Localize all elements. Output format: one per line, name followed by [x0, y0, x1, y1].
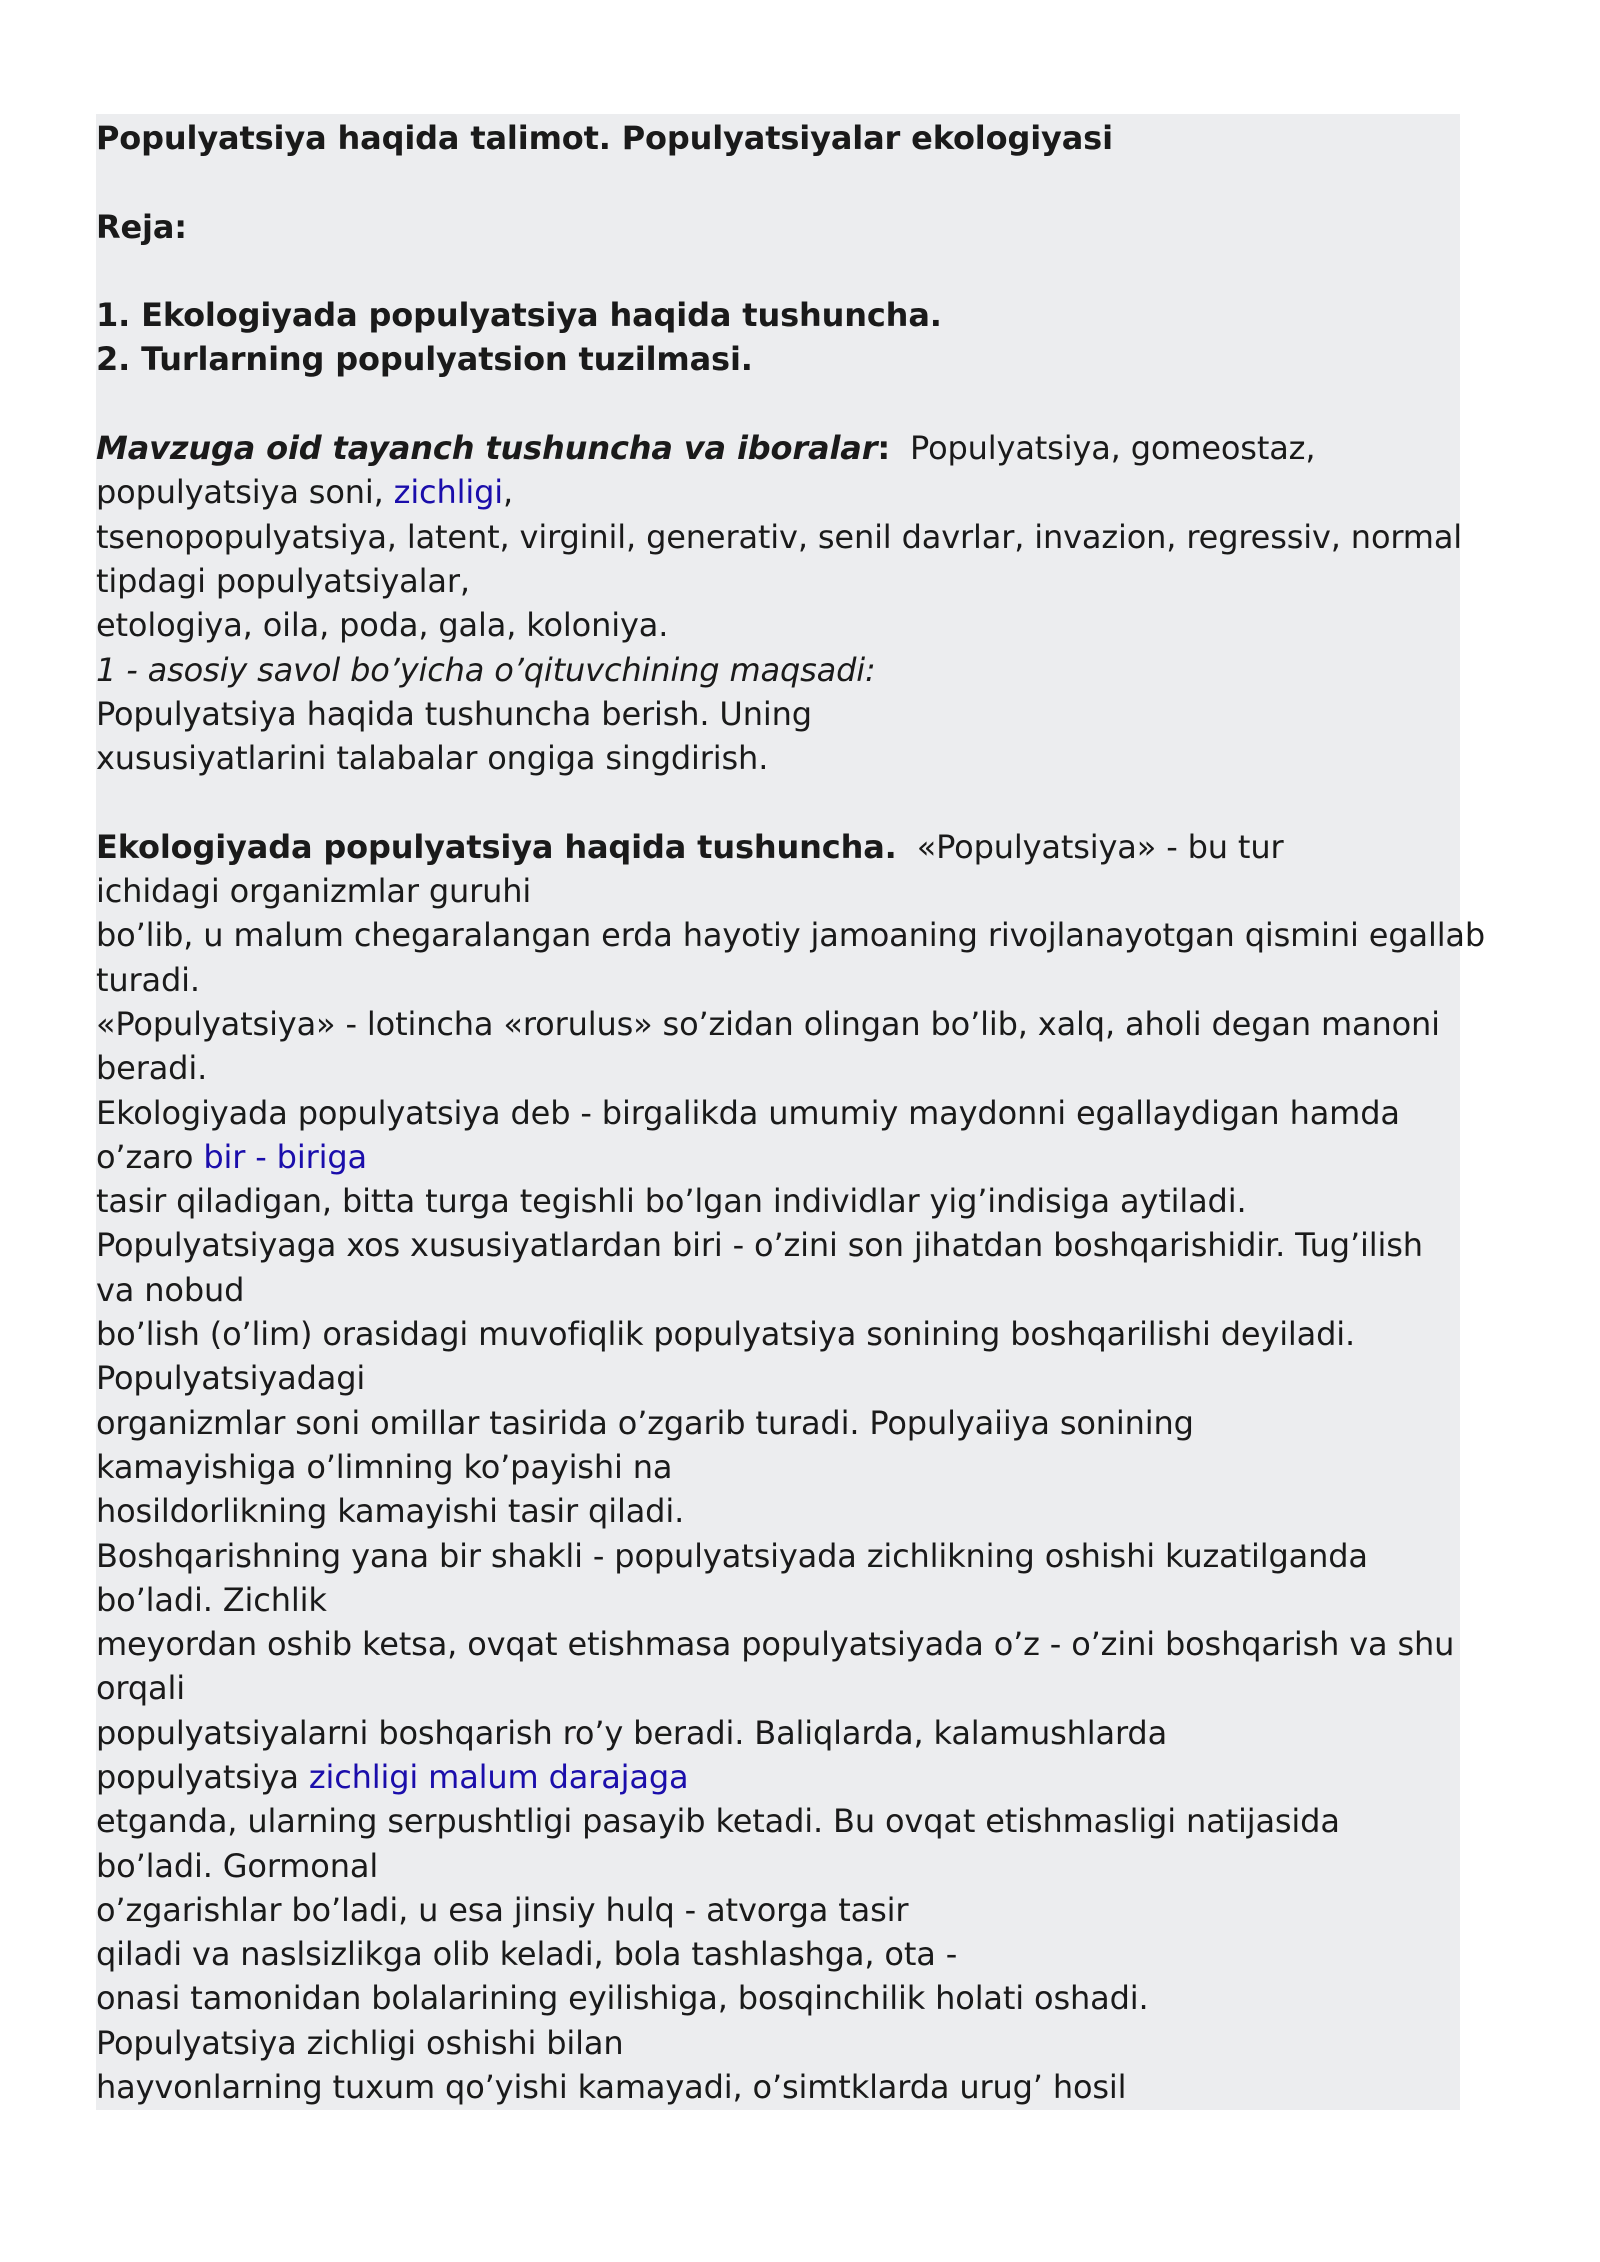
- spacer: [96, 249, 1460, 293]
- body-line: Boshqarishning yana bir shakli - populyatsiyada zichlikning oshishi kuzatilganda: [96, 1536, 1368, 1575]
- document-title: Populyatsiya haqida talimot. Populyatsiyalar ekologiyasi: [96, 119, 1113, 157]
- section-heading: Ekologiyada populyatsiya haqida tushuncha.: [96, 827, 897, 866]
- bir-biriga-link[interactable]: bir - biriga: [203, 1137, 367, 1176]
- zichligi-link[interactable]: zichligi: [393, 473, 504, 512]
- link-line-2-prefix: populyatsiya: [96, 1757, 309, 1796]
- keywords-line-2: [96, 470, 1460, 514]
- body-line: hayvonlarning tuxum qo’yishi kamayadi, o’simtklarda urug’ hosil: [96, 2068, 1127, 2107]
- keywords-line-3: tsenopopulyatsiya, latent, virginil, generativ, senil davrlar, invazion, regressiv, normal: [96, 517, 1463, 556]
- body-line: qiladi va naslsizlikga olib keladi, bola tashlashga, ota -: [96, 1935, 958, 1974]
- plan-label: Reja:: [96, 207, 187, 246]
- keywords-colon: :: [877, 429, 891, 468]
- body-line: onasi tamonidan bolalarining eyilishiga, bosqinchilik holati oshadi.: [96, 1979, 1149, 2018]
- body-line: Populyatsiya zichligi oshishi bilan: [96, 2023, 624, 2062]
- body-line: organizmlar soni omillar tasirida o’zgarib turadi. Populyaiiya sonining: [96, 1403, 1194, 1442]
- body-line: bo’ladi. Zichlik: [96, 1580, 327, 1619]
- spacer: [96, 780, 1460, 824]
- document-page: [96, 114, 1486, 2110]
- keywords-label: Mavzuga oid tayanch tushuncha va iboralar: [96, 429, 878, 468]
- plan-item-1: 1. Ekologiyada populyatsiya haqida tushuncha.: [96, 296, 942, 335]
- body-line-with-link: [96, 1135, 1460, 1179]
- keywords-line-2-prefix: populyatsiya soni,: [96, 473, 394, 512]
- body-line: o’zgarishlar bo’ladi, u esa jinsiy hulq - atvorga tasir: [96, 1890, 909, 1929]
- spacer: [96, 382, 1460, 426]
- body-line: etganda, ularning serpushtligi pasayib ketadi. Bu ovqat etishmasligi natijasida: [96, 1802, 1340, 1841]
- spacer: [96, 160, 1460, 204]
- keywords-line-1: [96, 426, 1460, 470]
- body-line: tasir qiladigan, bitta turga tegishli bo’lgan individlar yig’indisiga aytiladi.: [96, 1182, 1247, 1221]
- section-heading-line: [96, 825, 1460, 869]
- body-line: bo’ladi. Gormonal: [96, 1846, 379, 1885]
- goal-heading: 1 - asosiy savol bo’yicha o’qituvchining maqsadi:: [96, 650, 876, 689]
- section-heading-tail: «Populyatsiya» - bu tur: [896, 827, 1284, 866]
- body-line: Populyatsiyadagi: [96, 1359, 366, 1398]
- goal-line-1: Populyatsiya haqida tushuncha berish. Uning: [96, 694, 812, 733]
- goal-line-2: xususiyatlarini talabalar ongiga singdirish.: [96, 739, 769, 778]
- body-line: meyordan oshib ketsa, ovqat etishmasa populyatsiyada o’z - o’zini boshqarish va shu: [96, 1625, 1455, 1664]
- zichligi-malum-darajaga-link[interactable]: zichligi malum darajaga: [308, 1757, 689, 1796]
- body-line: kamayishiga o’limning ko’payishi na: [96, 1447, 673, 1486]
- keywords-line-5: etologiya, oila, poda, gala, koloniya.: [96, 606, 669, 645]
- body-line: va nobud: [96, 1270, 245, 1309]
- body-line: beradi.: [96, 1049, 208, 1088]
- body-line: bo’lib, u malum chegaralangan erda hayotiy jamoaning rivojlanayotgan qismini egallab: [96, 916, 1486, 955]
- body-line: populyatsiyalarni boshqarish ro’y beradi. Baliqlarda, kalamushlarda: [96, 1713, 1168, 1752]
- body-line: hosildorlikning kamayishi tasir qiladi.: [96, 1492, 685, 1531]
- body-line-with-link: [96, 1755, 1460, 1799]
- keywords-line-4: tipdagi populyatsiyalar,: [96, 561, 470, 600]
- body-line: ichidagi organizmlar guruhi: [96, 872, 532, 911]
- body-line: bo’lish (o’lim) orasidagi muvofiqlik populyatsiya sonining boshqarilishi deyiladi.: [96, 1315, 1356, 1354]
- body-line: orqali: [96, 1669, 185, 1708]
- body-line: Populyatsiyaga xos xususiyatlardan biri - o’zini son jihatdan boshqarishidir. Tug’ilish: [96, 1226, 1423, 1265]
- plan-item-2: 2. Turlarning populyatsion tuzilmasi.: [96, 340, 753, 379]
- body-line: «Populyatsiya» - lotincha «rorulus» so’zidan olingan bo’lib, xalq, aholi degan manoni: [96, 1004, 1440, 1043]
- keywords-text: Populyatsiya, gomeostaz,: [890, 429, 1316, 468]
- body-line: Ekologiyada populyatsiya deb - birgalikda umumiy maydonni egallaydigan hamda: [96, 1093, 1400, 1132]
- body-line: turadi.: [96, 960, 200, 999]
- link-line-prefix: o’zaro: [96, 1137, 204, 1176]
- keywords-line-2-suffix: ,: [503, 473, 514, 512]
